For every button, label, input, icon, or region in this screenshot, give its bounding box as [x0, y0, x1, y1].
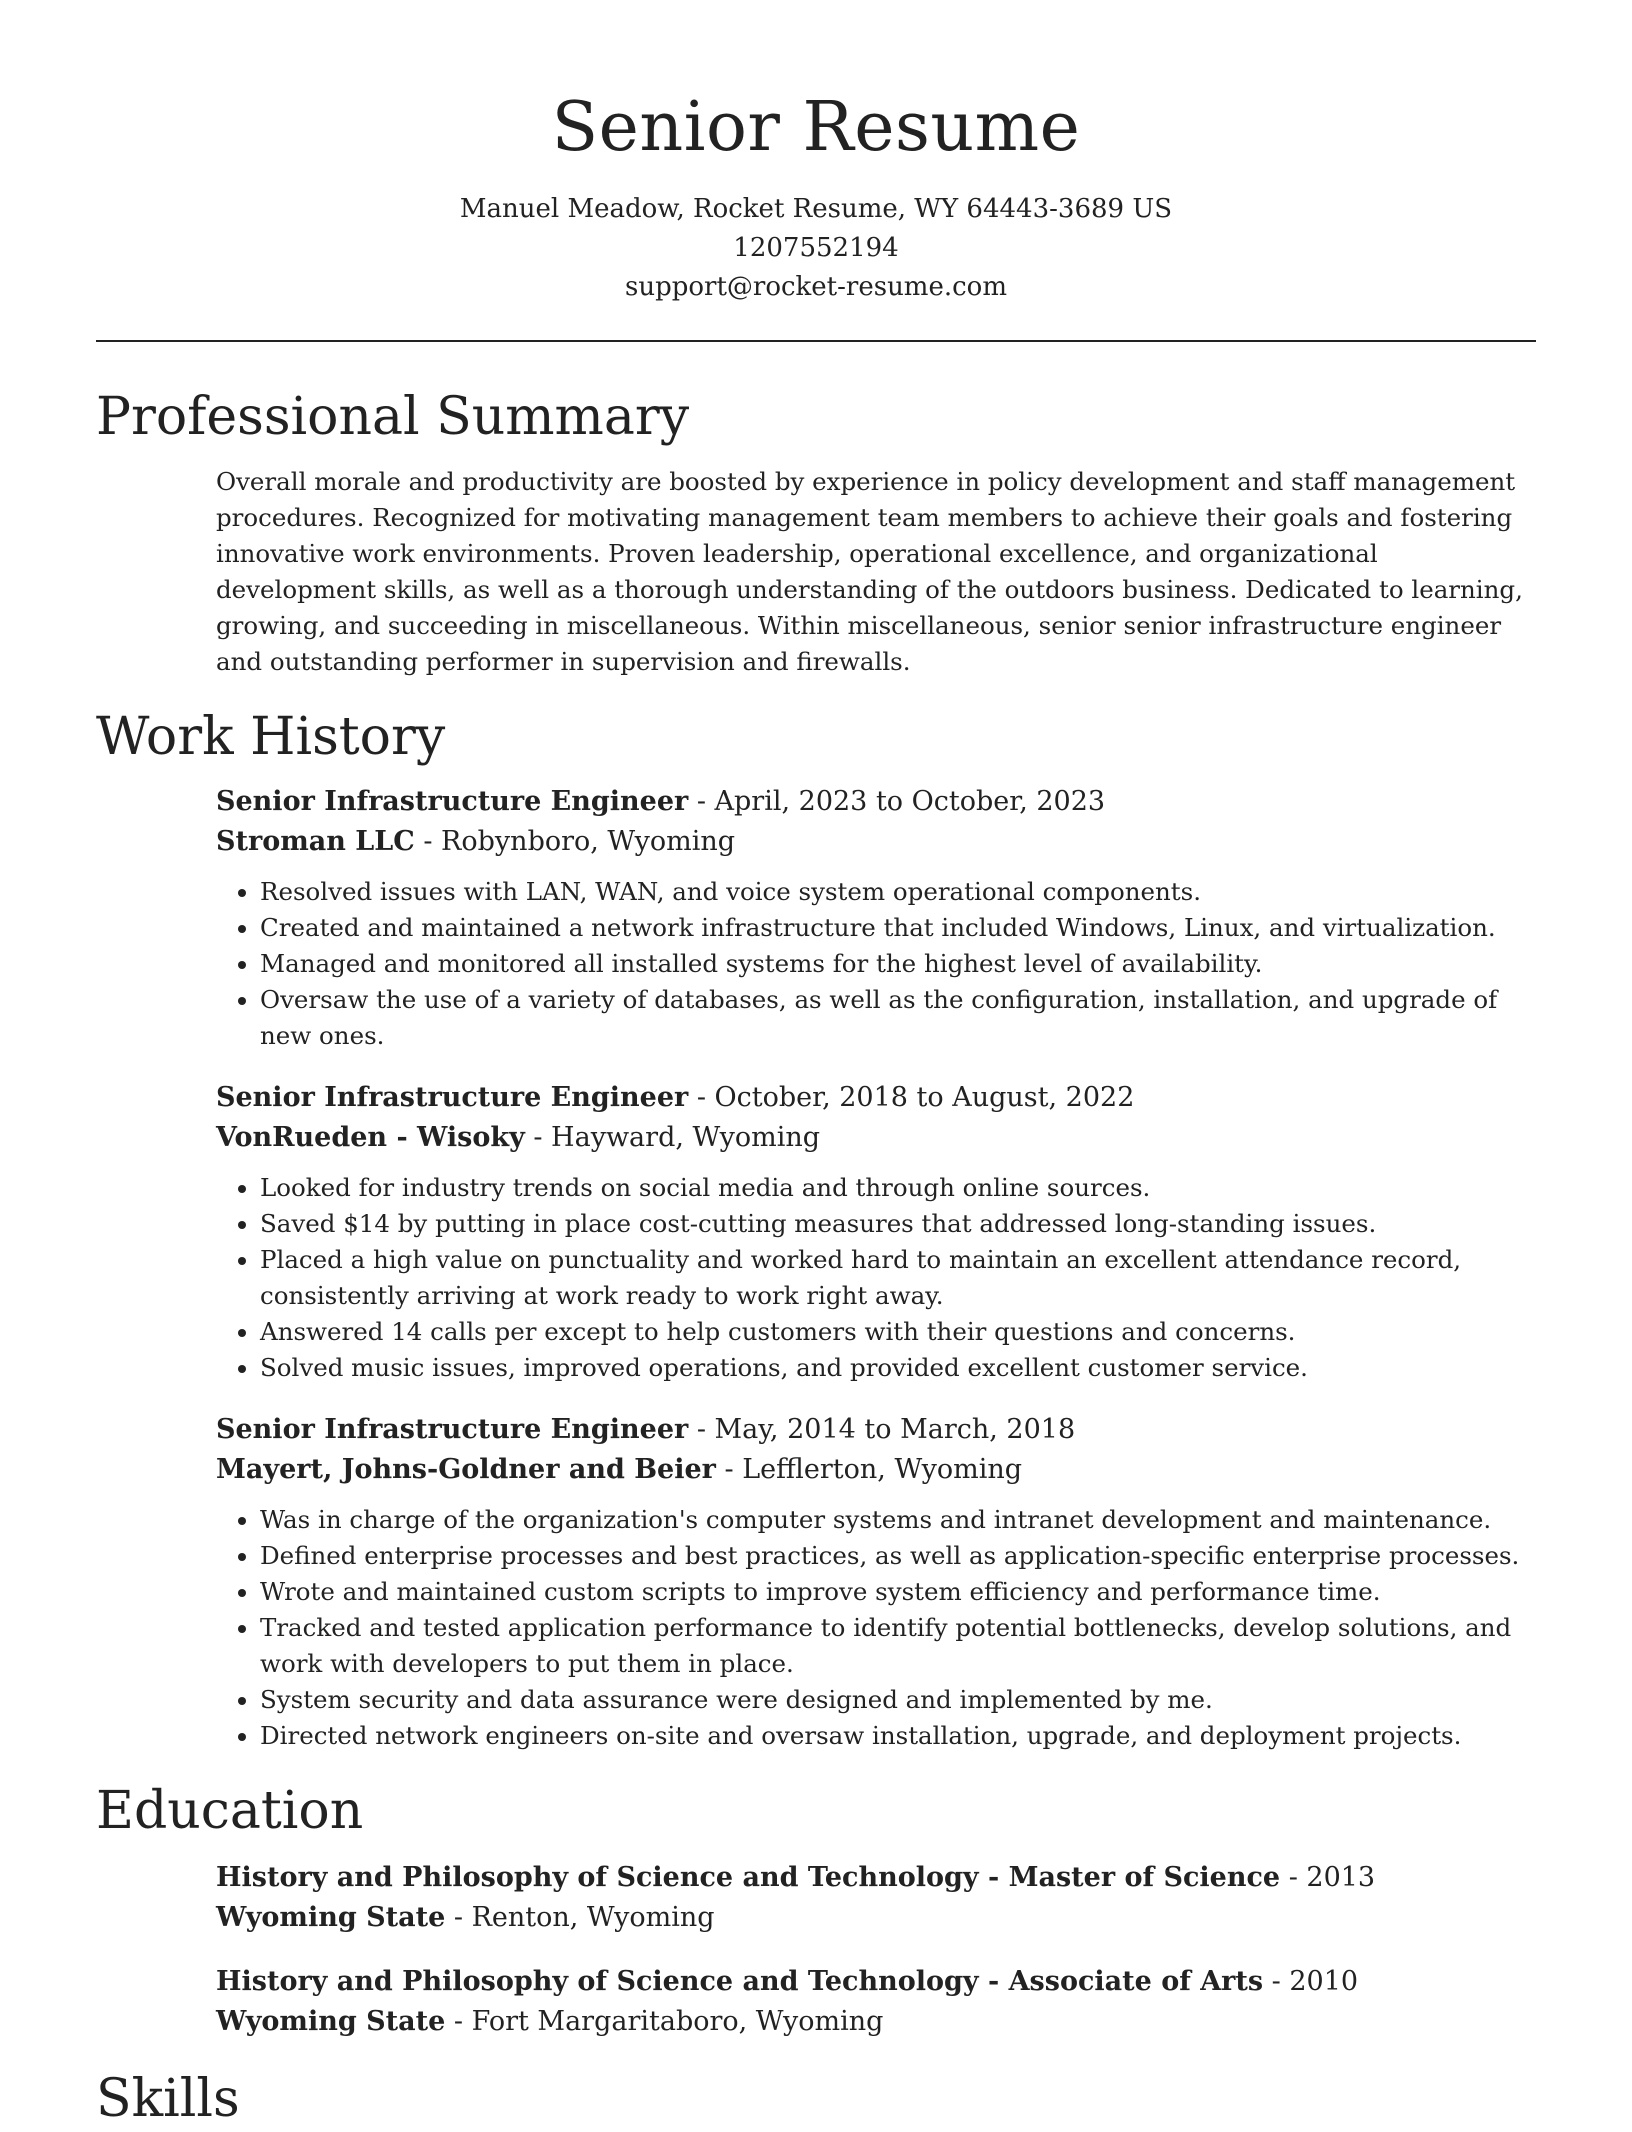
- summary-heading: Professional Summary: [96, 387, 690, 447]
- job-dates: - October, 2018 to August, 2022: [688, 1082, 1135, 1113]
- job-company: Stroman LLC: [216, 826, 415, 857]
- job-title-line: [216, 782, 1536, 822]
- contact-phone: 1207552194: [733, 233, 899, 263]
- summary-text: Overall morale and productivity are boosted by experience in policy development and staff management procedures. Recognized for motivating management team members to achieve their goals and fostering innovative work environments. Proven leadership, operational excellence, and organizational development skills, as well as a thorough understanding of the outdoors business. Dedicated to learning, growing, and succeeding in miscellaneous. Within miscellaneous, senior senior infrastructure engineer and outstanding performer in supervision and firewalls.: [216, 467, 1523, 676]
- job-bullet: • Defined enterprise processes and best practices, as well as application-specific enterprise processes.: [260, 1538, 1536, 1574]
- resume-title: Senior Resume: [551, 88, 1081, 167]
- job-bullet: • Directed network engineers on-site and oversaw installation, upgrade, and deployment projects.: [260, 1718, 1536, 1754]
- job-bullets: [216, 1502, 1536, 1754]
- resume-header: [96, 0, 1536, 307]
- job-location: - Robynboro, Wyoming: [414, 826, 736, 857]
- job-company: Mayert, Johns-Goldner and Beier: [216, 1454, 716, 1485]
- contact-email: support@rocket-resume.com: [624, 272, 1007, 302]
- job-bullet: • Resolved issues with LAN, WAN, and voice system operational components.: [260, 874, 1536, 910]
- job-bullet: • Oversaw the use of a variety of databases, as well as the configuration, installation, and upgrade of new ones.: [260, 982, 1536, 1054]
- job-location: - Hayward, Wyoming: [524, 1122, 821, 1153]
- skills-heading: Skills: [96, 2069, 240, 2129]
- job-title: Senior Infrastructure Engineer: [216, 1082, 689, 1113]
- education-field: History and Philosophy of Science and Technology: [216, 1862, 979, 1893]
- education-degree: - Associate of Arts: [978, 1966, 1264, 1997]
- job-title: Senior Infrastructure Engineer: [216, 786, 689, 817]
- job-company-line: [216, 822, 1536, 862]
- job-title-line: [216, 1410, 1536, 1450]
- job-bullet: • Managed and monitored all installed systems for the highest level of availability.: [260, 946, 1536, 982]
- job-location: - Lefflerton, Wyoming: [715, 1454, 1023, 1485]
- job-company-line: [216, 1118, 1536, 1158]
- education-degree-line: [216, 1962, 1536, 2002]
- education-school-line: [216, 2002, 1536, 2042]
- job-entry: [216, 1078, 1536, 1386]
- contact-address: Manuel Meadow, Rocket Resume, WY 64443-3689 US: [459, 194, 1173, 224]
- education-entry: [216, 1962, 1536, 2042]
- job-company-line: [216, 1450, 1536, 1490]
- skills-section: [96, 2066, 1536, 2132]
- job-bullet: • Was in charge of the organization's computer systems and intranet development and maintenance.: [260, 1502, 1536, 1538]
- contact-block: [96, 190, 1536, 307]
- job-bullets: [216, 1170, 1536, 1386]
- education-degree-line: [216, 1858, 1536, 1898]
- job-bullet: • Placed a high value on punctuality and worked hard to maintain an excellent attendance record, consistently arriving at work ready to work right away.: [260, 1242, 1536, 1314]
- job-bullet: • Tracked and tested application performance to identify potential bottlenecks, develop solutions, and work with developers to put them in place.: [260, 1610, 1536, 1682]
- job-bullet: • System security and data assurance were designed and implemented by me.: [260, 1682, 1536, 1718]
- job-bullet: • Saved $14 by putting in place cost-cutting measures that addressed long-standing issues.: [260, 1206, 1536, 1242]
- education-location: - Fort Margaritaboro, Wyoming: [445, 2006, 884, 2037]
- job-company: VonRueden - Wisoky: [216, 1122, 525, 1153]
- job-bullets: [216, 874, 1536, 1054]
- job-title: Senior Infrastructure Engineer: [216, 1414, 689, 1445]
- summary-section: [96, 384, 1536, 680]
- education-degree: - Master of Science: [978, 1862, 1281, 1893]
- education-field: History and Philosophy of Science and Technology: [216, 1966, 979, 1997]
- job-bullet: • Looked for industry trends on social media and through online sources.: [260, 1170, 1536, 1206]
- education-location: - Renton, Wyoming: [445, 1902, 715, 1933]
- education-entry: [216, 1858, 1536, 1938]
- job-bullet: • Created and maintained a network infrastructure that included Windows, Linux, and virtualization.: [260, 910, 1536, 946]
- resume-page: [96, 0, 1536, 2132]
- job-entry: [216, 1410, 1536, 1754]
- job-dates: - May, 2014 to March, 2018: [688, 1414, 1076, 1445]
- education-school: Wyoming State: [216, 1902, 446, 1933]
- education-section: [96, 1778, 1536, 2042]
- education-year: - 2013: [1280, 1862, 1376, 1893]
- job-bullet: • Wrote and maintained custom scripts to improve system efficiency and performance time.: [260, 1574, 1536, 1610]
- job-entry: [216, 782, 1536, 1054]
- header-divider: [96, 340, 1536, 342]
- education-heading: Education: [96, 1781, 364, 1841]
- job-dates: - April, 2023 to October, 2023: [688, 786, 1106, 817]
- job-bullet: • Answered 14 calls per except to help customers with their questions and concerns.: [260, 1314, 1536, 1350]
- job-title-line: [216, 1078, 1536, 1118]
- education-year: - 2010: [1263, 1966, 1359, 1997]
- work-history-section: [96, 704, 1536, 1754]
- work-history-heading: Work History: [96, 707, 446, 767]
- job-bullet: • Solved music issues, improved operations, and provided excellent customer service.: [260, 1350, 1536, 1386]
- education-school-line: [216, 1898, 1536, 1938]
- education-school: Wyoming State: [216, 2006, 446, 2037]
